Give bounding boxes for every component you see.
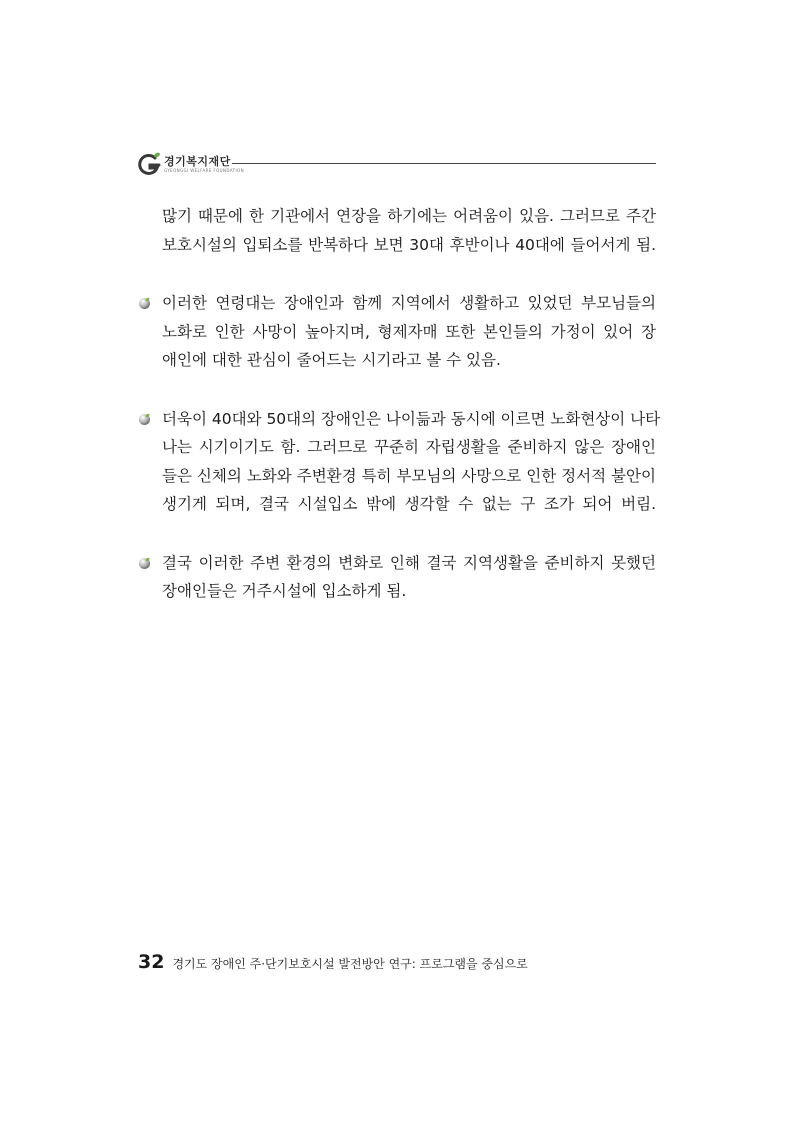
text-line: 이러한 연령대는 장애인과 함께 지역에서 생활하고 있었던 부모님들의: [162, 294, 656, 312]
text-line: 장애인들은 거주시설에 입소하게 됨.: [162, 582, 407, 600]
text-line: 보호시설의 입퇴소를 반복하다 보면 30대 후반이나 40대에 들어서게 됨.: [162, 235, 656, 254]
foundation-logo-subtext: GYEONGGI WELFARE FOUNDATION: [164, 168, 244, 173]
bullet-icon: [138, 557, 151, 570]
document-title: 경기도 장애인 주·단기보호시설 발전방안 연구: 프로그램을 중심으로: [172, 957, 528, 971]
bullet-icon: [138, 413, 151, 426]
foundation-logo-text: 경기복지재단: [164, 155, 231, 168]
page-header: [138, 146, 656, 178]
text-line: 많기 때문에 한 기관에서 연장을 하기에는 어려움이 있음. 그러므로 주간: [162, 207, 656, 225]
text-line: 들은 신체의 노화와 주변환경 특히 부모님의 사망으로 인한 정서적 불안이: [162, 466, 656, 485]
text-line: 결국 이러한 주변 환경의 변화로 인해 결국 지역생활을 준비하지 못했던: [162, 553, 656, 572]
text-line: 나는 시기이기도 함. 그러므로 꾸준히 자립생활을 준비하지 않은 장애인: [162, 438, 656, 456]
text-line: 노화로 인한 사망이 높아지며, 형제자매 또한 본인들의 가정이 있어 장: [162, 322, 656, 341]
header-rule: [232, 163, 656, 164]
paragraph-1: [138, 202, 656, 259]
bullet-icon: [138, 297, 151, 310]
page-footer: [138, 951, 528, 973]
paragraph-2: [138, 289, 656, 375]
paragraph-4: [138, 549, 656, 606]
foundation-logo-icon: [138, 150, 162, 176]
text-line: 생기게 되며, 결국 시설입소 밖에 생각할 수 없는 구 조가 되어 버림.: [162, 495, 656, 513]
body-content: [138, 202, 661, 636]
text-line: 애인에 대한 관심이 줄어드는 시기라고 볼 수 있음.: [162, 351, 501, 369]
paragraph-3: [138, 405, 661, 519]
page-number: 32: [138, 951, 165, 973]
text-line: 더욱이 40대와 50대의 장애인은 나이듦과 동시에 이르면 노화현상이 나타: [162, 409, 661, 428]
